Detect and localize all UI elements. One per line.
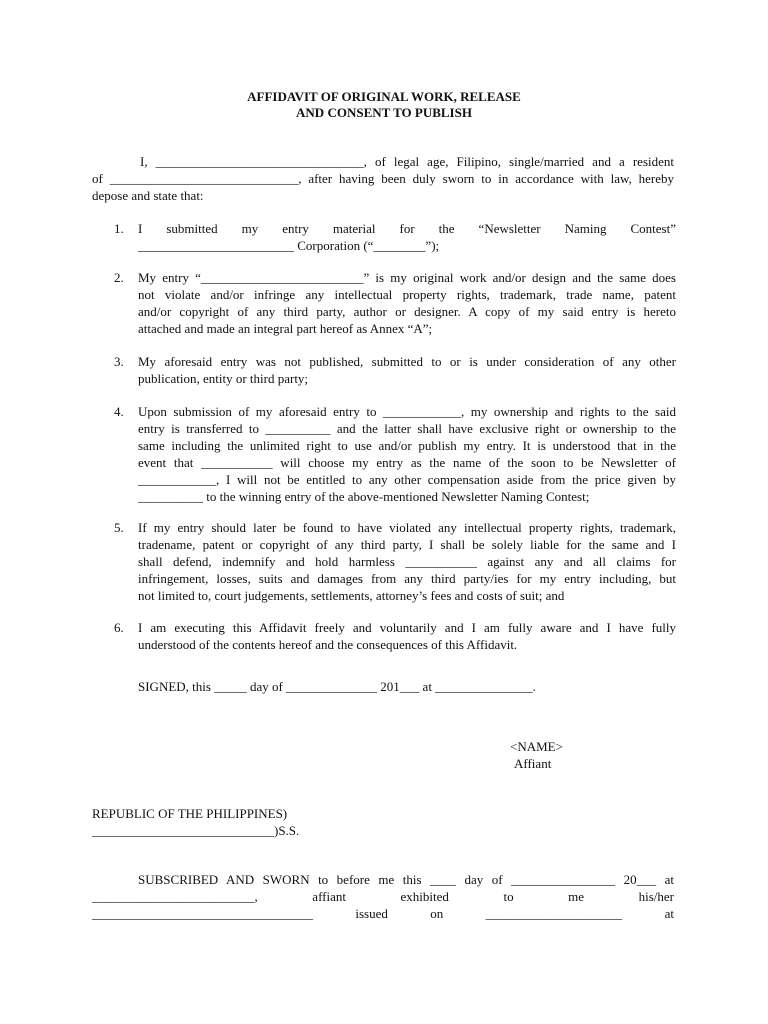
item-line: not limited to, court judgements, settlements, attorney’s fees and costs of suit; and: [138, 588, 565, 603]
jurat-word: his/her: [638, 889, 674, 904]
signatory-role: Affiant: [514, 756, 552, 771]
item-line: attached and made an integral part hereof as Annex “A”;: [138, 321, 433, 336]
item-line: not violate and/or infringe any intellectual property rights, trademark, trade name, patent: [138, 287, 676, 302]
signed-line: SIGNED, this _____ day of ______________ 201___ at _______________.: [138, 679, 536, 694]
item-line: event that ___________ will choose my entry as the name of the soon to be Newsletter of: [138, 455, 676, 470]
venue-locality: ____________________________)S.S.: [92, 823, 300, 838]
jurat-word: on: [430, 906, 444, 921]
jurat-word: exhibited: [400, 889, 449, 904]
item-text: [138, 403, 676, 505]
intro-line-1: I, ________________________________, of legal age, Filipino, single/married and a resident: [140, 154, 674, 169]
item-line: Upon submission of my aforesaid entry to ____________, my ownership and rights to the said: [138, 404, 676, 419]
jurat-line-1: SUBSCRIBED AND SWORN to before me this ____ day of ________________ 20___ at: [138, 872, 674, 887]
jurat-line-3: [92, 905, 674, 922]
item-number: 1.: [114, 221, 124, 236]
venue-republic: REPUBLIC OF THE PHILIPPINES): [92, 806, 288, 821]
item-text: [138, 619, 676, 653]
jurat-blank: __________________________________: [92, 906, 313, 921]
item-line: entry is transferred to __________ and the latter shall have exclusive right or ownership to the: [138, 421, 676, 436]
item-line: and/or copyright of any third party, author or designer. A copy of my said entry is hereto: [138, 304, 676, 319]
item-line: __________ to the winning entry of the above-mentioned Newsletter Naming Contest;: [138, 489, 590, 504]
document-title-line2: AND CONSENT TO PUBLISH: [296, 105, 472, 120]
jurat-word: issued: [355, 906, 388, 921]
item-line: tradename, patent or copyright of any third party, I shall be solely liable for the same and I: [138, 537, 676, 552]
jurat-blank: _________________________,: [92, 889, 258, 904]
item-number: 3.: [114, 354, 124, 369]
item-number: 5.: [114, 520, 124, 535]
item-text: [138, 353, 676, 387]
jurat-word: at: [664, 906, 674, 921]
signatory-name: <NAME>: [510, 739, 563, 754]
item-line: If my entry should later be found to have violated any intellectual property rights, trademark,: [138, 520, 676, 535]
item-line: understood of the contents hereof and the consequences of this Affidavit.: [138, 637, 518, 652]
item-line: shall defend, indemnify and hold harmless ___________ against any and all claims for: [138, 554, 676, 569]
intro-line-2: of _____________________________, after having been duly sworn to in accordance with law, hereby: [92, 171, 674, 186]
jurat-word: to: [503, 889, 514, 904]
item-text: [138, 269, 676, 337]
item-line: publication, entity or third party;: [138, 371, 309, 386]
jurat-line-2: [92, 888, 674, 905]
item-line: ____________, I will not be entitled to any other compensation aside from the price given by: [138, 472, 676, 487]
item-line: same including the unlimited right to use and/or publish my entry. It is understood that in the: [138, 438, 676, 453]
item-line: My entry “_________________________” is my original work and/or design and the same does: [138, 270, 676, 285]
item-line: I submitted my entry material for the “Newsletter Naming Contest”: [138, 221, 676, 236]
item-text: [138, 220, 676, 254]
item-line: infringement, losses, suits and damages from any third party/ies for my entry including, but: [138, 571, 676, 586]
item-line: ________________________ Corporation (“________”);: [138, 238, 440, 253]
intro-line-3: depose and state that:: [92, 188, 204, 203]
jurat-word: me: [568, 889, 585, 904]
jurat-word: affiant: [312, 889, 346, 904]
item-number: 4.: [114, 404, 124, 419]
item-number: 6.: [114, 620, 124, 635]
item-number: 2.: [114, 270, 124, 285]
document-title-line1: AFFIDAVIT OF ORIGINAL WORK, RELEASE: [247, 89, 521, 104]
item-text: [138, 519, 676, 604]
item-line: I am executing this Affidavit freely and voluntarily and I am fully aware and I have fully: [138, 620, 676, 635]
jurat-blank: _____________________: [485, 906, 623, 921]
item-line: My aforesaid entry was not published, submitted to or is under consideration of any other: [138, 354, 676, 369]
